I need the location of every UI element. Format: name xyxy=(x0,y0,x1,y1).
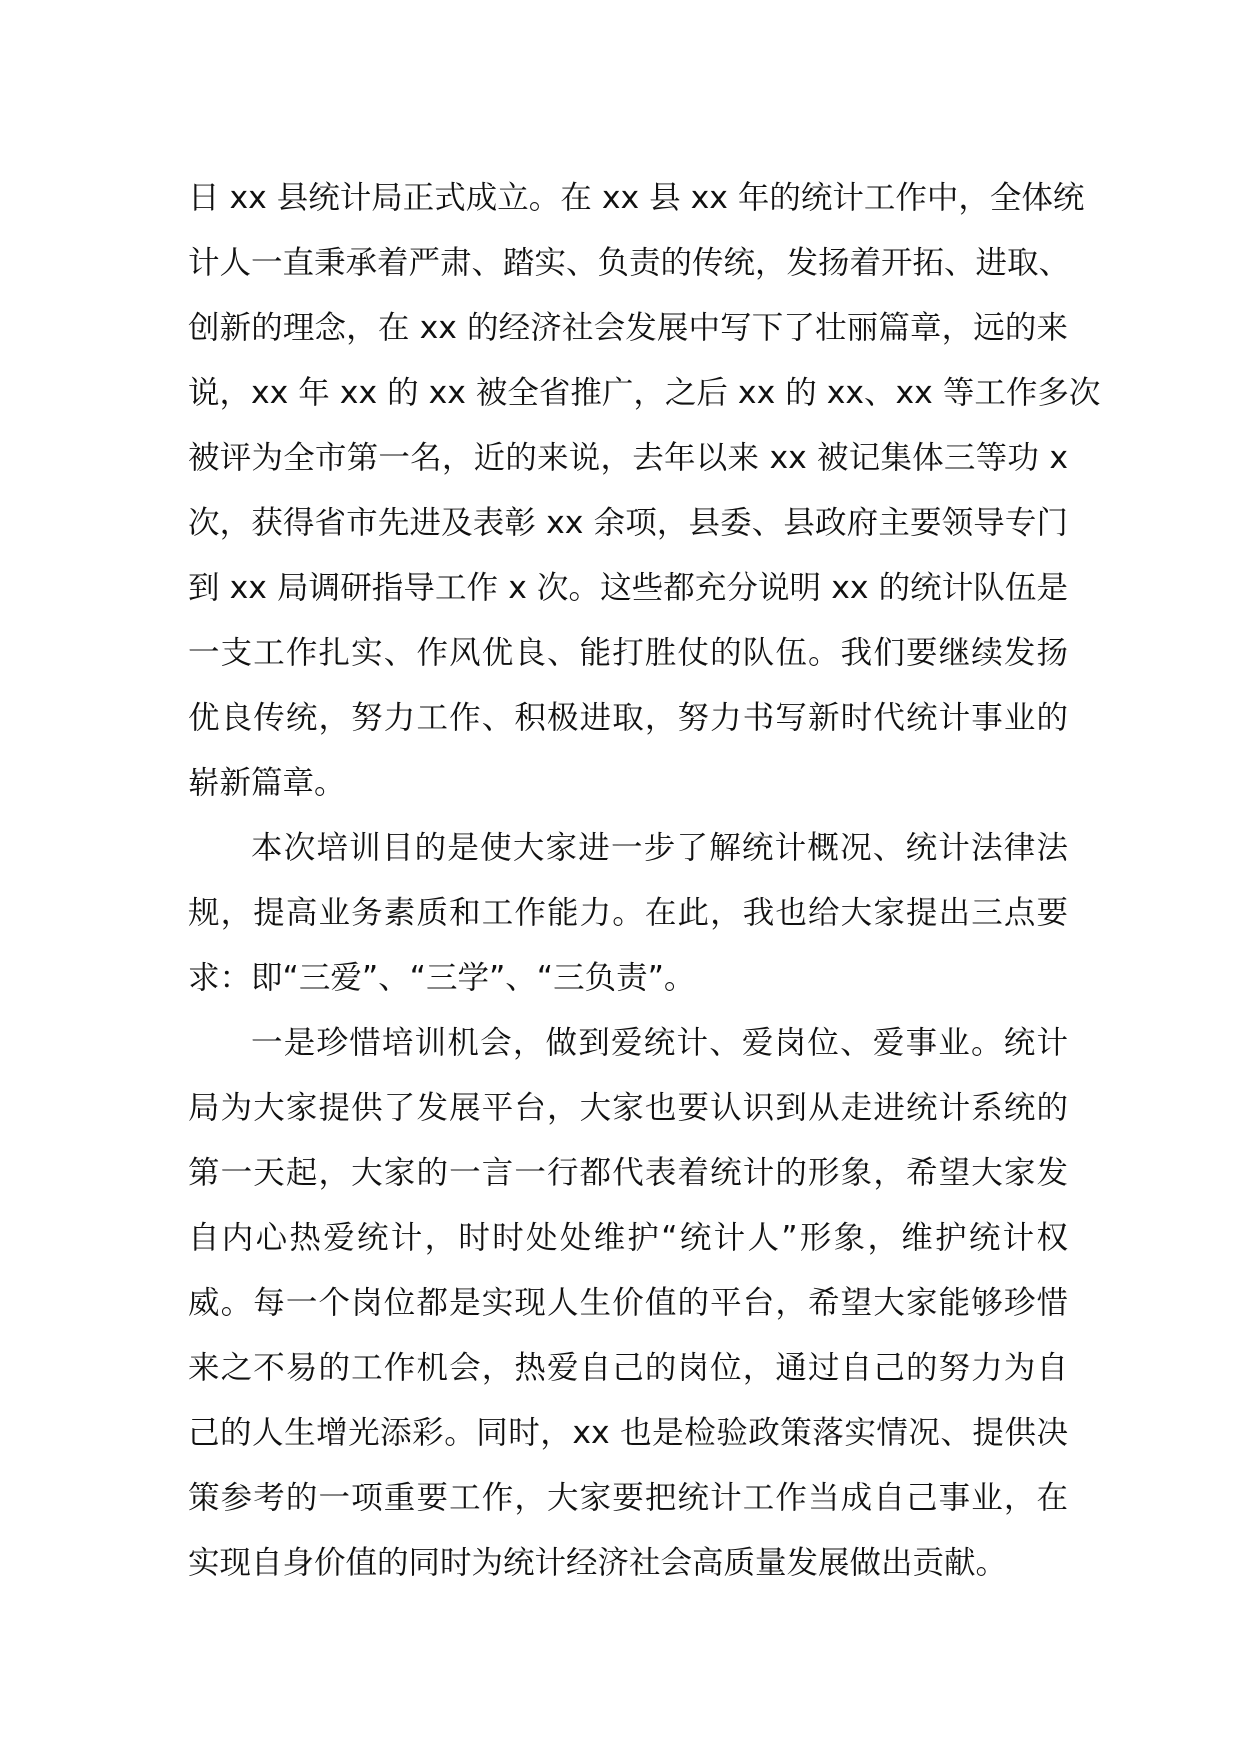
text-line: 策参考的一项重要工作，大家要把统计工作当成自己事业，在 xyxy=(188,1480,1068,1516)
text-line: 一是珍惜培训机会，做到爱统计、爱岗位、爱事业。统计 xyxy=(251,1025,1068,1061)
text-line: 威。每一个岗位都是实现人生价值的平台，希望大家能够珍惜 xyxy=(188,1285,1068,1321)
paragraph-1 xyxy=(188,166,1101,816)
text-line: 自内心热爱统计，时时处处维护“统计人”形象，维护统计权 xyxy=(188,1220,1068,1256)
text-line: 求：即“三爱”、“三学”、“三负责”。 xyxy=(188,960,696,996)
text-line: 说，xx 年 xx 的 xx 被全省推广，之后 xx 的 xx、xx 等工作多次 xyxy=(188,375,1101,411)
text-line: 被评为全市第一名，近的来说，去年以来 xx 被记集体三等功 x xyxy=(188,440,1068,476)
text-line: 第一天起，大家的一言一行都代表着统计的形象，希望大家发 xyxy=(188,1155,1068,1191)
text-line: 崭新篇章。 xyxy=(188,765,346,801)
text-line: 日 xx 县统计局正式成立。在 xx 县 xx 年的统计工作中，全体统 xyxy=(188,180,1085,216)
text-line: 次，获得省市先进及表彰 xx 余项，县委、县政府主要领导专门 xyxy=(188,505,1068,541)
text-line: 到 xx 局调研指导工作 x 次。这些都充分说明 xx 的统计队伍是 xyxy=(188,570,1068,606)
text-line: 计人一直秉承着严肃、踏实、负责的传统，发扬着开拓、进取、 xyxy=(188,245,1071,281)
text-line: 规，提高业务素质和工作能力。在此，我也给大家提出三点要 xyxy=(188,895,1068,931)
text-line: 本次培训目的是使大家进一步了解统计概况、统计法律法 xyxy=(251,830,1068,866)
text-line: 创新的理念，在 xx 的经济社会发展中写下了壮丽篇章，远的来 xyxy=(188,310,1068,346)
text-line: 优良传统，努力工作、积极进取，努力书写新时代统计事业的 xyxy=(188,700,1068,736)
text-line: 实现自身价值的同时为统计经济社会高质量发展做出贡献。 xyxy=(188,1545,1008,1581)
text-line: 来之不易的工作机会，热爱自己的岗位，通过自己的努力为自 xyxy=(188,1350,1068,1386)
text-line: 己的人生增光添彩。同时，xx 也是检验政策落实情况、提供决 xyxy=(188,1415,1068,1451)
paragraph-3 xyxy=(188,1011,1068,1596)
document-body xyxy=(188,166,1101,1596)
text-line: 局为大家提供了发展平台，大家也要认识到从走进统计系统的 xyxy=(188,1090,1068,1126)
paragraph-2 xyxy=(188,816,1068,1011)
text-line: 一支工作扎实、作风优良、能打胜仗的队伍。我们要继续发扬 xyxy=(188,635,1068,671)
